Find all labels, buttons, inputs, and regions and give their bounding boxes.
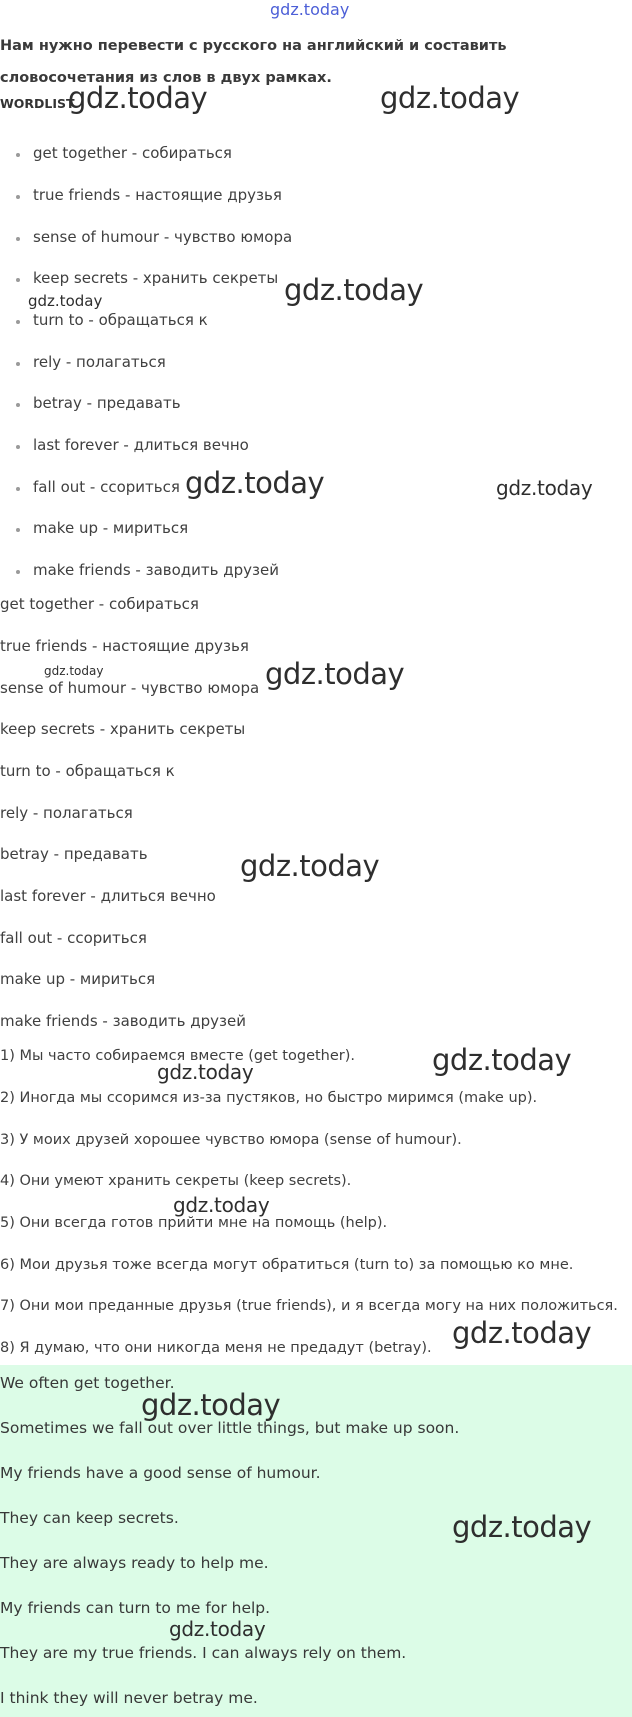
answer-block	[0, 1365, 632, 1717]
bullet-icon	[16, 487, 20, 491]
watermark: gdz.today	[496, 476, 593, 500]
watermark: gdz.today	[169, 1617, 266, 1641]
watermark: gdz.today	[265, 657, 405, 691]
watermark: gdz.today	[452, 1316, 592, 1350]
list-item: make friends - заводить друзей	[0, 1012, 246, 1030]
bullet-icon	[16, 362, 20, 366]
watermark: gdz.today	[380, 81, 520, 115]
bullet-icon	[16, 320, 20, 324]
bullet-icon	[16, 570, 20, 574]
bullet-icon	[16, 278, 20, 282]
list-item: fall out - ссориться	[0, 929, 147, 947]
watermark: gdz.today	[185, 466, 325, 500]
list-item: get together - собираться	[0, 595, 199, 613]
watermark: gdz.today	[452, 1510, 592, 1544]
answer-item: They can keep secrets.	[0, 1509, 179, 1527]
list-item: true friends - настоящие друзья	[0, 637, 249, 655]
watermark: gdz.today	[28, 292, 103, 310]
sentence-item: 2) Иногда мы ссоримся из-за пустяков, но быстро миримся (make up).	[0, 1090, 538, 1106]
bullet-icon	[16, 195, 20, 199]
sentence-item: 8) Я думаю, что они никогда меня не предадут (betray).	[0, 1340, 432, 1356]
bullet-icon	[16, 528, 20, 532]
watermark: gdz.today	[157, 1060, 254, 1084]
bullet-icon	[16, 445, 20, 449]
site-logo[interactable]: gdz.today	[270, 0, 350, 19]
sentence-item: 4) Они умеют хранить секреты (keep secrets).	[0, 1173, 352, 1189]
sentence-item: 3) У моих друзей хорошее чувство юмора (sense of humour).	[0, 1132, 462, 1148]
bullet-icon	[16, 403, 20, 407]
answer-item: I think they will never betray me.	[0, 1689, 258, 1707]
list-item: betray - предавать	[0, 845, 148, 863]
list-item: make up - мириться	[0, 970, 156, 988]
list-item: turn to - обращаться к	[0, 762, 175, 780]
watermark: gdz.today	[173, 1193, 270, 1217]
answer-item: Sometimes we fall out over little things, but make up soon.	[0, 1419, 460, 1437]
wordlist-title: WORDLIST	[0, 96, 75, 111]
sentence-item: 5) Они всегда готов прийти мне на помощь (help).	[0, 1215, 388, 1231]
bullet-icon	[16, 237, 20, 241]
list-item: keep secrets - хранить секреты	[0, 720, 246, 738]
list-item: last forever - длиться вечно	[0, 887, 216, 905]
answer-item: My friends can turn to me for help.	[0, 1599, 271, 1617]
answer-item: They are my true friends. I can always rely on them.	[0, 1644, 407, 1662]
watermark: gdz.today	[68, 81, 208, 115]
sentence-item: 1) Мы часто собираемся вместе (get together).	[0, 1048, 356, 1064]
sentence-item: 7) Они мои преданные друзья (true friends), и я всегда могу на них положиться.	[0, 1298, 618, 1314]
task-instruction: Нам нужно перевести с русского на английский и составить словосочетания из слов в двух рамках.	[0, 38, 507, 86]
watermark: gdz.today	[141, 1388, 281, 1422]
watermark: gdz.today	[44, 664, 104, 678]
bullet-icon	[16, 153, 20, 157]
watermark: gdz.today	[284, 273, 424, 307]
answer-item: They are always ready to help me.	[0, 1554, 269, 1572]
watermark: gdz.today	[240, 849, 380, 883]
list-item: sense of humour - чувство юмора	[0, 679, 260, 697]
answer-item: My friends have a good sense of humour.	[0, 1464, 321, 1482]
answer-item: We often get together.	[0, 1374, 175, 1392]
list-item: rely - полагаться	[0, 804, 133, 822]
sentence-item: 6) Мои друзья тоже всегда могут обратиться (turn to) за помощью ко мне.	[0, 1257, 574, 1273]
watermark: gdz.today	[432, 1043, 572, 1077]
